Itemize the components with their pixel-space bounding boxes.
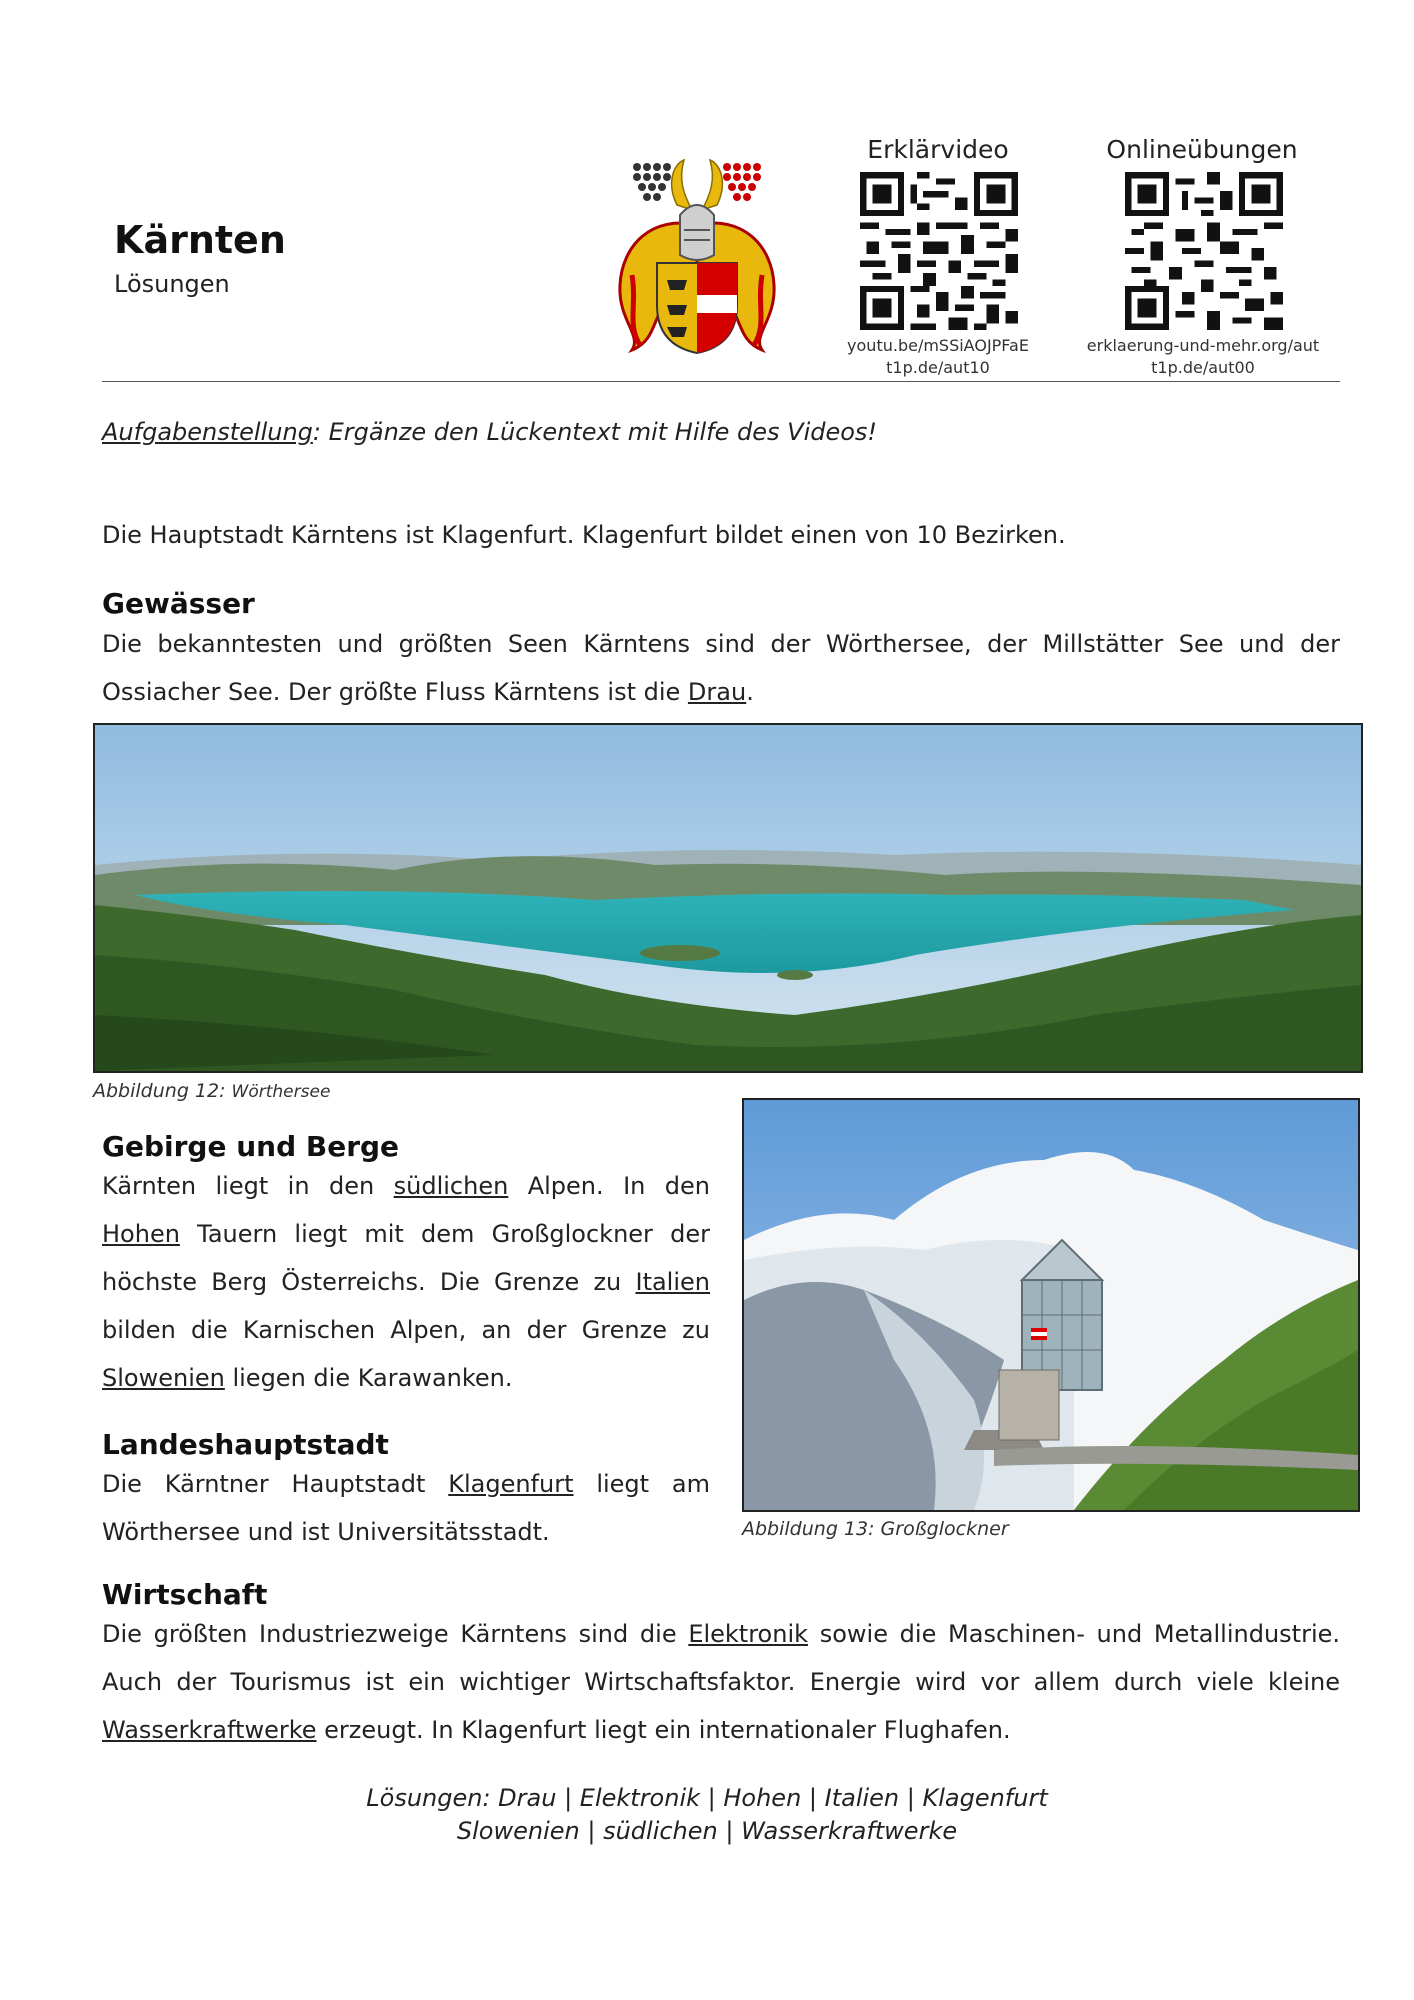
caption-fig13: Abbildung 13: Großglockner (742, 1518, 1009, 1540)
paragraph-wirtschaft: Die größten Industriezweige Kärntens sind die Elektronik sowie die Maschinen- und Metallindustrie. Auch der Tourismus ist ein wichtiger Wirtschaftsfaktor. Energie wird vor allem durch viele kleine Wasserkraftwerke erzeugt. In Klagenfurt liegt ein internationaler Flughafen. (102, 1620, 1341, 1744)
task-instruction: Aufgabenstellung: Ergänze den Lückentext mit Hilfe des Videos! (102, 418, 878, 446)
answer-wasserkraftwerke: Wasserkraftwerke (102, 1716, 317, 1744)
answer-italien: Italien (635, 1268, 710, 1296)
intro-text: Die Hauptstadt Kärntens ist Klagenfurt. Klagenfurt bildet einen von 10 Bezirken. (102, 521, 1066, 549)
solutions-box (0, 1782, 1414, 1848)
solutions-line-1: Lösungen: Drau | Elektronik | Hohen | Italien | Klagenfurt (366, 1784, 1048, 1812)
page-subtitle: Lösungen (114, 270, 230, 298)
qr-url-exercises[interactable]: erklaerung-und-mehr.org/aut t1p.de/aut00 (1086, 336, 1320, 377)
solutions-line-2: Slowenien | südlichen | Wasserkraftwerke (456, 1817, 958, 1845)
answer-drau: Drau (687, 678, 747, 706)
qr-code-icon[interactable] (860, 172, 1018, 334)
qr-label-exercises: Onlineübungen (1106, 135, 1298, 164)
qr-code-icon[interactable] (1125, 172, 1283, 334)
paragraph-gebirge: Kärnten liegt in den südlichen Alpen. In den Hohen Tauern liegt mit dem Großglockner der höchste Berg Österreichs. Die Grenze zu Italien bilden die Karnischen Alpen, an der Grenze zu Slowenien liegen die Karawanken. (102, 1172, 711, 1392)
page-title: Kärnten (114, 218, 286, 262)
paragraph-landeshauptstadt: Die Kärntner Hauptstadt Klagenfurt liegt am Wörthersee und ist Universitätsstadt. (102, 1470, 711, 1546)
heading-gewaesser: Gewässer (102, 587, 255, 620)
photo-grossglockner (742, 1098, 1360, 1512)
caption-fig12: Abbildung 12: Wörthersee (93, 1080, 331, 1102)
header-divider (102, 381, 1340, 382)
answer-slowenien: Slowenien (102, 1364, 225, 1392)
qr-url-video[interactable]: youtu.be/mSSiAOJPFaE t1p.de/aut10 (847, 336, 1029, 377)
photo-woerthersee (93, 723, 1363, 1073)
answer-hohen: Hohen (102, 1220, 180, 1248)
qr-label-video: Erklärvideo (867, 135, 1009, 164)
heading-landeshauptstadt: Landeshauptstadt (102, 1428, 389, 1461)
heading-gebirge: Gebirge und Berge (102, 1130, 400, 1163)
heading-wirtschaft: Wirtschaft (102, 1578, 268, 1611)
coat-of-arms-icon (612, 155, 782, 355)
paragraph-gewaesser: Die bekanntesten und größten Seen Kärntens sind der Wörthersee, der Millstätter See und der Ossiacher See. Der größte Fluss Kärntens ist die Drau. (102, 630, 1340, 706)
answer-suedlichen: südlichen (393, 1172, 509, 1200)
answer-klagenfurt: Klagenfurt (448, 1470, 574, 1498)
answer-elektronik: Elektronik (688, 1620, 809, 1648)
